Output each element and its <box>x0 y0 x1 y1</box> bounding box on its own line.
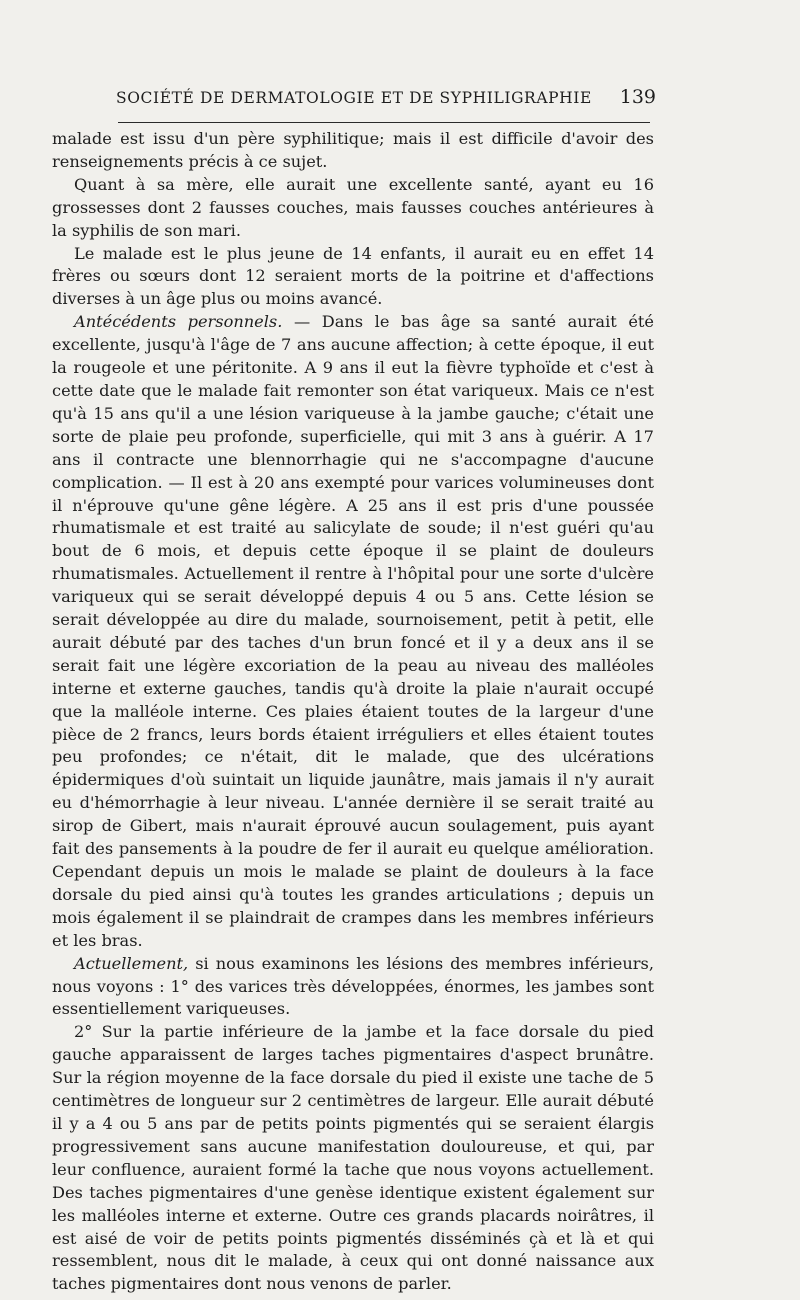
paragraph-pigment-spots: 2° Sur la partie inférieure de la jambe et la face dorsale du pied gauche apparaissent de larges taches pigmentaires d'aspect brunâtre. Sur la région moyenne de la face dorsale du pied il existe une tache de 5 centimètres de longueur sur 2 centimètres de largeur. Elle aurait débuté il y a 4 ou 5 ans par de petits points pigmentés qui se seraient élargis progressivement sans aucune manifestation douloureuse, et qui, par leur confluence, auraient formé la tache que nous voyons actuellement. Des taches pigmentaires d'une genèse identique existent également sur les malléoles interne et externe. Outre ces grands placards noirâtres, il est aisé de voir de petits points pigmentés disséminés çà et là et qui ressemblent, nous dit le malade, à ceux qui ont donné naissance aux taches pigmentaires dont nous venons de parler. <box>52 1022 654 1294</box>
personal-history-text: — Dans le bas âge sa santé aurait été excellente, jusqu'à l'âge de 7 ans aucune affection; à cette époque, il eut la rougeole et une péritonite. A 9 ans il eut la fièvre typhoïde et c'est à cette date que le malade fait remonter son état variqueux. Mais ce n'est qu'à 15 ans qu'il a une lésion variqueuse à la jambe gauche; c'était une sorte de plaie peu profonde, superficielle, qui mit 3 ans à guérir. A 17 ans il contracte une blennorrhagie qui ne s'accompagne d'aucune complication. — Il est à 20 ans exempté pour varices volumineuses dont il n'éprouve qu'une gêne légère. A 25 ans il est pris d'une poussée rhumatismale et est traité au salicylate de soude; il n'est guéri qu'au bout de 6 mois, et depuis cette époque il se plaint de douleurs rhumatismales. Actuellement il rentre à l'hôpital pour une sorte d'ulcère variqueux qui se serait développé depuis 4 ou 5 ans. Cette lésion se serait développée au dire du malade, sournoisement, petit à petit, elle aurait débuté par des taches d'un brun foncé et il y a deux ans il se serait fait une légère excoriation de la peau au niveau des malléoles interne et externe gauches, tandis qu'à droite la plaie n'aurait occupé que la malléole interne. Ces plaies étaient toutes de la largeur d'une pièce de 2 francs, leurs bords étaient irréguliers et elles étaient toutes peu profondes; ce n'était, dit le malade, que des ulcérations épidermiques d'où suintait un liquide jaunâtre, mais jamais il n'y aurait eu d'hémorrhagie à leur niveau. L'année dernière il se serait traité au sirop de Gibert, mais n'aurait éprouvé aucun soulagement, puis ayant fait des pansements à la poudre de fer il aurait eu quelque amélioration. Cependant depuis un mois le malade se plaint de douleurs à la face dorsale du pied ainsi qu'à toutes les grandes articulations ; depuis un mois également il se plaindrait de crampes dans les membres inférieurs et les bras. <box>52 312 654 950</box>
section-lead-current: Actuellement, <box>74 953 189 973</box>
page-header <box>108 86 656 114</box>
paragraph-personal-history <box>52 311 654 952</box>
paragraph-mother: Quant à sa mère, elle aurait une excellente santé, ayant eu 16 grossesses dont 2 fausses couches, mais fausses couches antérieures à la syphilis de son mari. <box>52 174 654 240</box>
running-title: SOCIÉTÉ DE DERMATOLOGIE ET DE SYPHILIGRAPHIE <box>116 89 592 107</box>
page-number: 139 <box>619 86 656 108</box>
body-text <box>52 128 654 1296</box>
paragraph-continued: malade est issu d'un père syphilitique; mais il est difficile d'avoir des renseignements précis à ce sujet. <box>52 129 654 171</box>
section-lead-personal-history: Antécédents personnels. <box>74 312 283 332</box>
paragraph-siblings: Le malade est le plus jeune de 14 enfants, il aurait eu en effet 14 frères ou sœurs dont 12 seraient morts de la poitrine et d'affections diverses à un âge plus ou moins avancé. <box>52 243 654 309</box>
header-rule <box>118 122 650 123</box>
paragraph-current-exam <box>52 953 654 1022</box>
current-exam-text: si nous examinons les lésions des membres inférieurs, nous voyons : 1° des varices très développées, énormes, les jambes sont essentiellement variqueuses. <box>52 953 654 1019</box>
